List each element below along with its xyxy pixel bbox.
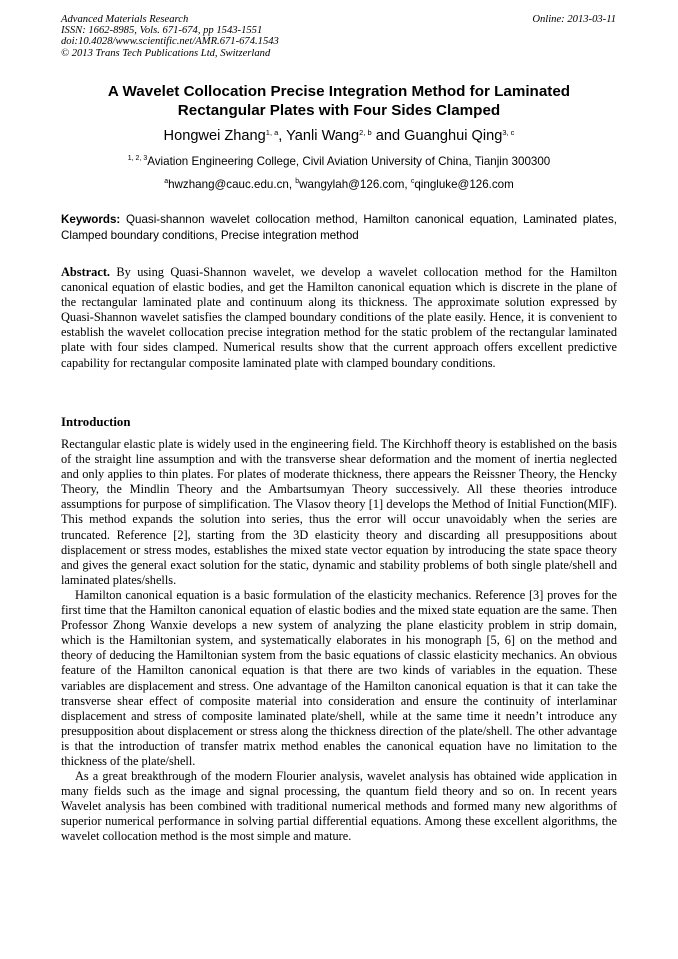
author-name: Yanli Wang <box>286 128 360 144</box>
affiliation <box>61 155 617 169</box>
email-link[interactable]: wangylah@126.com <box>299 178 405 191</box>
introduction-body <box>61 437 617 845</box>
email-mark: a <box>164 178 169 185</box>
author-affiliation-mark: 2, b <box>359 128 372 137</box>
author-separator: , <box>278 128 287 144</box>
author-name: Guanghui Qing <box>404 128 503 144</box>
abstract-text: By using Quasi-Shannon wavelet, we develop a wavelet collocation method for the Hamilton canonical equation of elastic bodies, and get the Hamilton canonical equation which is discrete in the plane of the rectangular laminated plate and continuum along its thickness. The approximate solution expressed by Quasi-Shannon wavelet satisfies the clamped boundary conditions of the plate easily. Hence, it is convenient to establish the wavelet collocation precise integration method for the static problem of the rectangular laminated plate with four sides clamped. Numerical results show that the current approach offers excellent predictive capability for rectangular composite laminated plate with clamped boundary conditions. <box>61 265 617 370</box>
journal-name: Advanced Materials Research <box>61 14 189 25</box>
issn-line: ISSN: 1662-8985, Vols. 671-674, pp 1543-1551 <box>61 25 263 37</box>
author-name: Hongwei Zhang <box>163 128 266 144</box>
abstract-block <box>61 265 617 371</box>
journal-header <box>61 14 279 59</box>
paper-title <box>61 82 617 120</box>
keywords-text: Quasi-shannon wavelet collocation method, Hamilton canonical equation, Laminated plates, Clamped boundary conditions, Precise integration method <box>61 213 617 242</box>
title-line-2: Rectangular Plates with Four Sides Clamped <box>177 102 501 119</box>
email-mark: b <box>295 178 300 185</box>
author-list <box>61 127 617 145</box>
doi-line: doi:10.4028/www.scientific.net/AMR.671-674.1543 <box>61 36 279 48</box>
email-list <box>61 178 617 192</box>
author-affiliation-mark: 1, a <box>265 128 279 137</box>
email-link[interactable]: hwzhang@cauc.edu.cn <box>168 178 289 191</box>
abstract-label: Abstract. <box>61 265 111 279</box>
author-separator: and <box>371 128 405 144</box>
keywords-block <box>61 212 617 243</box>
email-link[interactable]: qingluke@126.com <box>414 178 514 191</box>
paragraph: Rectangular elastic plate is widely used in the engineering field. The Kirchhoff theory is established on the basis of the straight line assumption and with the transverse shear deformation and the moment of inertia neglected and only applies to thin plates. For plates of moderate thickness, there appears the Reissner Theory, the Hencky Theory, the Mindlin Theory and the Ambartsumyan Theory successively. All these theories introduce assumptions for purpose of simplification. The Vlasov theory [1] develops the Method of Initial Function(MIF). This method expands the solution into series, thus the error will occur unavoidably when the series are truncated. Reference [2], starting from the 3D elasticity theory and discarding all presuppositions about displacement or stress modes, establishes the mixed state vector equation by introducing the state space theory and gives the general exact solution for the static, dynamic and stability problems of both single plate/shell and laminated plates/shells. <box>61 437 617 587</box>
online-date: Online: 2013-03-11 <box>532 14 616 25</box>
paragraph: As a great breakthrough of the modern Flourier analysis, wavelet analysis has obtained wide application in many fields such as the image and signal processing, the quantum field theory and so on. In recent years Wavelet analysis has been combined with traditional numerical methods and formed many new algorithms of superior numerical performance in solving partial differential equations. Among these excellent algorithms, the wavelet collocation method is the most simple and mature. <box>61 769 617 844</box>
copyright-line: © 2013 Trans Tech Publications Ltd, Switzerland <box>61 47 271 59</box>
email-separator: , <box>288 178 296 191</box>
author-affiliation-mark: 3, c <box>502 128 515 137</box>
title-line-1: A Wavelet Collocation Precise Integration Method for Laminated <box>107 83 571 100</box>
keywords-label: Keywords: <box>61 213 121 226</box>
email-mark: c <box>410 178 415 185</box>
paragraph: Hamilton canonical equation is a basic formulation of the elasticity mechanics. Reference [3] proves for the first time that the Hamilton canonical equation of elastic bodies and the mixed state equation are the same. Then Professor Zhong Wanxie develops a new system of analyzing the plane elasticity problem in strip domain, which is the Hamiltonian system, and systematically elaborates in his monograph [5, 6] on the method and theory of deducing the Hamiltonian system from the basic equations of classic elasticity mechanics. An obvious feature of the Hamilton canonical equation is that there are two kinds of variables in the equation. These variables are displacement and stress. One advantage of the Hamilton canonical equation is that it can take the transverse shear effect of composite material into consideration and ensure the continuity of interlaminar displacement and stress of composite laminated plate/shell, while at the same time it needn’t introduce any presupposition about displacement or stress along the thickness direction of the plate/shell. The other advantage is that the introduction of transfer matrix method enables the canonical equation have no limitation to the thickness of the plate/shell. <box>61 587 617 768</box>
email-separator: , <box>404 178 411 191</box>
affiliation-mark: 1, 2, 3 <box>127 155 148 162</box>
section-heading-introduction: Introduction <box>61 415 131 429</box>
affiliation-text: Aviation Engineering College, Civil Aviation University of China, Tianjin 300300 <box>147 155 551 168</box>
